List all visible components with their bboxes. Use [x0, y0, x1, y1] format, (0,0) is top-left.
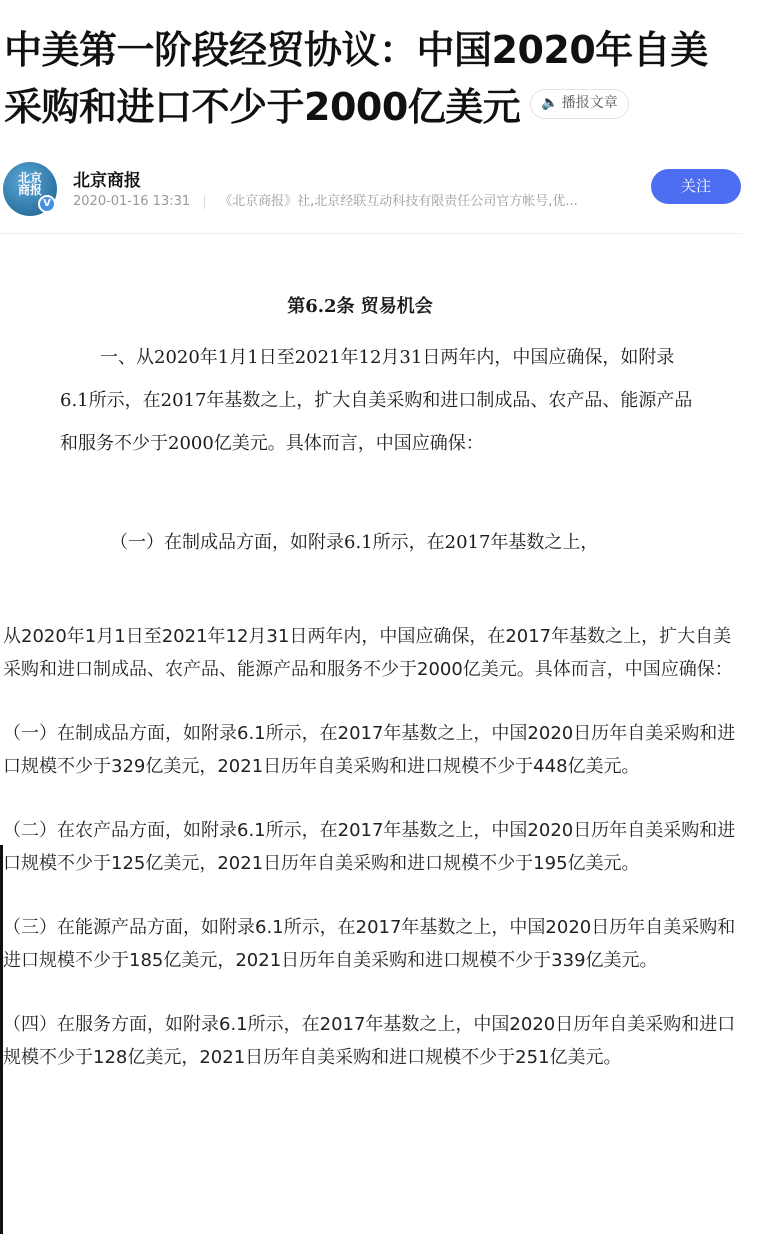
doc-heading: 第6.2条 贸易机会: [287, 296, 433, 317]
divider: [204, 195, 205, 209]
article-title: [4, 22, 744, 136]
verified-icon: V: [38, 195, 56, 213]
avatar-logo-text: 北京商报: [17, 171, 42, 197]
follow-button[interactable]: 关注: [651, 169, 741, 204]
body-paragraph: （一）在制成品方面，如附录6.1所示，在2017年基数之上，中国2020日历年自美采购和进口规模不少于329亿美元，2021日历年自美采购和进口规模不少于448亿美元。: [3, 723, 736, 777]
author-meta: [73, 190, 578, 209]
document-image: [40, 270, 740, 590]
listen-article-button[interactable]: [530, 89, 628, 119]
edge-bar: [0, 845, 3, 1234]
speaker-icon: 🔈: [541, 95, 559, 111]
author-bar: [0, 160, 742, 234]
author-description: 《北京商报》社,北京经联互动科技有限责任公司官方帐号,优...: [219, 194, 578, 209]
body-paragraph: （四）在服务方面，如附录6.1所示，在2017年基数之上，中国2020日历年自美采购和进口规模不少于128亿美元，2021日历年自美采购和进口规模不少于251亿美元。: [3, 1014, 736, 1068]
article-title-text: 中美第一阶段经贸协议：中国2020年自美采购和进口不少于2000亿美元: [4, 28, 708, 129]
doc-paragraph: [60, 336, 700, 465]
author-name[interactable]: 北京商报: [73, 171, 141, 191]
body-paragraph: （三）在能源产品方面，如附录6.1所示，在2017年基数之上，中国2020日历年自美采购和进口规模不少于185亿美元，2021日历年自美采购和进口规模不少于339亿美元。: [3, 917, 736, 971]
publish-time: 2020-01-16 13:31: [73, 194, 191, 209]
listen-label: 播报文章: [561, 95, 618, 111]
doc-item-1: （一）在制成品方面，如附录6.1所示，在2017年基数之上，: [110, 532, 599, 553]
body-paragraph: 从2020年1月1日至2021年12月31日两年内，中国应确保，在2017年基数之上，扩大自美采购和进口制成品、农产品、能源产品和服务不少于2000亿美元。具体而言，中国应确保：: [3, 626, 733, 680]
doc-paragraph-text: 一、从2020年1月1日至2021年12月31日两年内，中国应确保，如附录6.1所示，在2017年基数之上，扩大自美采购和进口制成品、农产品、能源产品和服务不少于2000亿美元。具体而言，中国应确保：: [60, 347, 693, 454]
article-body: [3, 621, 738, 1106]
body-paragraph: （二）在农产品方面，如附录6.1所示，在2017年基数之上，中国2020日历年自美采购和进口规模不少于125亿美元，2021日历年自美采购和进口规模不少于195亿美元。: [3, 820, 736, 874]
